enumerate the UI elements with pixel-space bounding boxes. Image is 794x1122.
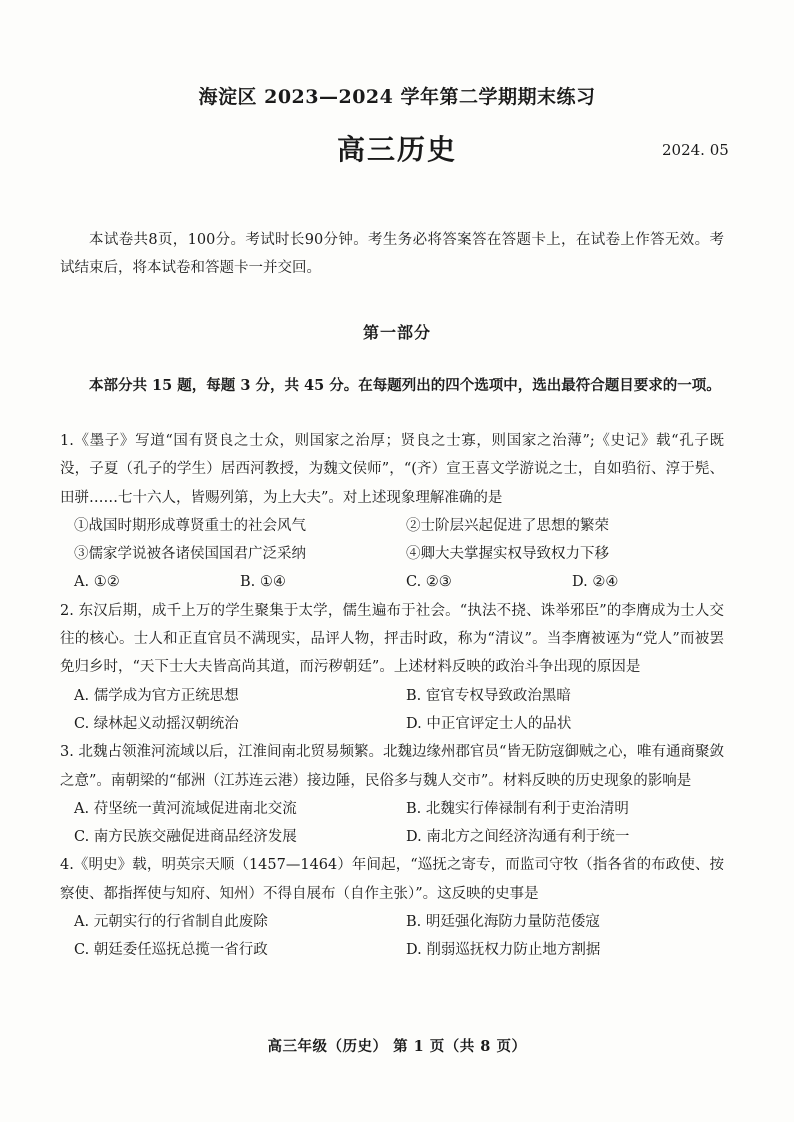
statement-row (60, 540, 724, 568)
question-stem: 2. 东汉后期，成千上万的学生聚集于太学，儒生遍布于社会。“执法不挠、诛举邪臣”的李膺成为士人交往的核心。士人和正直官员不满现实，品评人物，抨击时政，称为“清议”。当李膺被诬为“党人”而被罢免归乡时，“天下士大夫皆高尚其道，而污秽朝廷”。上述材料反映的政治斗争出现的原因是 (60, 602, 724, 676)
option-c: C. 朝廷委任巡抚总揽一省行政 (74, 942, 268, 959)
question-stem: 4.《明史》载，明英宗天顺（1457—1464）年间起，“巡抚之寄专，而监司守牧（指各省的布政使、按察使、都指挥使与知府、知州）不得自展布（自作主张）”。这反映的史事是 (60, 857, 724, 902)
option-b: B. 明廷强化海防力量防范倭寇 (406, 914, 600, 931)
part-intro: 本部分共 15 题，每题 3 分，共 45 分。在每题列出的四个选项中，选出最符合题目要求的一项。 (89, 377, 721, 394)
option-b: B. ①④ (240, 574, 286, 591)
statement: ④卿大夫掌握实权导致权力下移 (406, 546, 609, 563)
question-1 (60, 427, 724, 597)
statement: ①战国时期形成尊贤重士的社会风气 (74, 517, 306, 534)
option-d: D. 南北方之间经济沟通有利于统一 (406, 829, 630, 846)
part-title: 第一部分 (362, 323, 431, 342)
option-row (60, 568, 724, 596)
question-list (60, 427, 724, 965)
question-stem: 3. 北魏占领淮河流域以后，江淮间南北贸易频繁。北魏边缘州郡官员“皆无防寇御贼之心，唯有通商聚敛之意”。南朝梁的“郁洲（江苏连云港）接边陲，民俗多与魏人交市”。材料反映的历史现象的影响是 (60, 744, 724, 789)
option-row (60, 908, 724, 936)
option-d: D. 中正官评定士人的品状 (406, 715, 572, 732)
exam-title: 海淀区 2023—2024 学年第二学期期末练习 (198, 86, 596, 108)
option-a: A. 儒学成为官方正统思想 (74, 687, 239, 704)
exam-notice: 本试卷共8页，100分。考试时长90分钟。考生务必将答案答在答题卡上，在试卷上作答无效。考试结束后，将本试卷和答题卡一并交回。 (60, 232, 724, 276)
option-row (60, 795, 724, 823)
option-b: B. 宦官专权导致政治黑暗 (406, 687, 571, 704)
option-row (60, 710, 724, 738)
option-row (60, 936, 724, 964)
option-c: C. ②③ (406, 574, 452, 591)
question-2 (60, 597, 724, 738)
exam-date: 2024. 05 (662, 141, 729, 159)
statement: ③儒家学说被各诸侯国国君广泛采纳 (74, 546, 306, 563)
subject-title: 高三历史 (336, 133, 457, 166)
option-a: A. 苻坚统一黄河流域促进南北交流 (74, 800, 297, 817)
question-stem: 1.《墨子》写道“国有贤良之士众，则国家之治厚；贤良之士寡，则国家之治薄”;《史记》载“孔子既没，子夏（孔子的学生）居西河教授，为魏文侯师”，“(齐）宣王喜文学游说之士，自如驺衍、淳于髡、田骈……七十六人，皆赐列第，为上大夫”。对上述现象理解准确的是 (60, 433, 724, 506)
option-a: A. 元朝实行的行省制自此废除 (74, 914, 268, 931)
page-footer: 高三年级（历史） 第 1 页（共 8 页） (267, 1038, 527, 1055)
statement: ②士阶层兴起促进了思想的繁荣 (406, 517, 609, 534)
option-c: C. 南方民族交融促进商品经济发展 (74, 829, 297, 846)
option-b: B. 北魏实行俸禄制有利于吏治清明 (406, 800, 629, 817)
option-d: D. ②④ (572, 574, 619, 591)
option-a: A. ①② (74, 574, 120, 591)
option-row (60, 823, 724, 851)
question-4 (60, 851, 724, 964)
statement-row (60, 512, 724, 540)
option-d: D. 削弱巡抚权力防止地方割据 (406, 942, 601, 959)
option-row (60, 682, 724, 710)
option-c: C. 绿林起义动摇汉朝统治 (74, 715, 239, 732)
question-3 (60, 738, 724, 851)
